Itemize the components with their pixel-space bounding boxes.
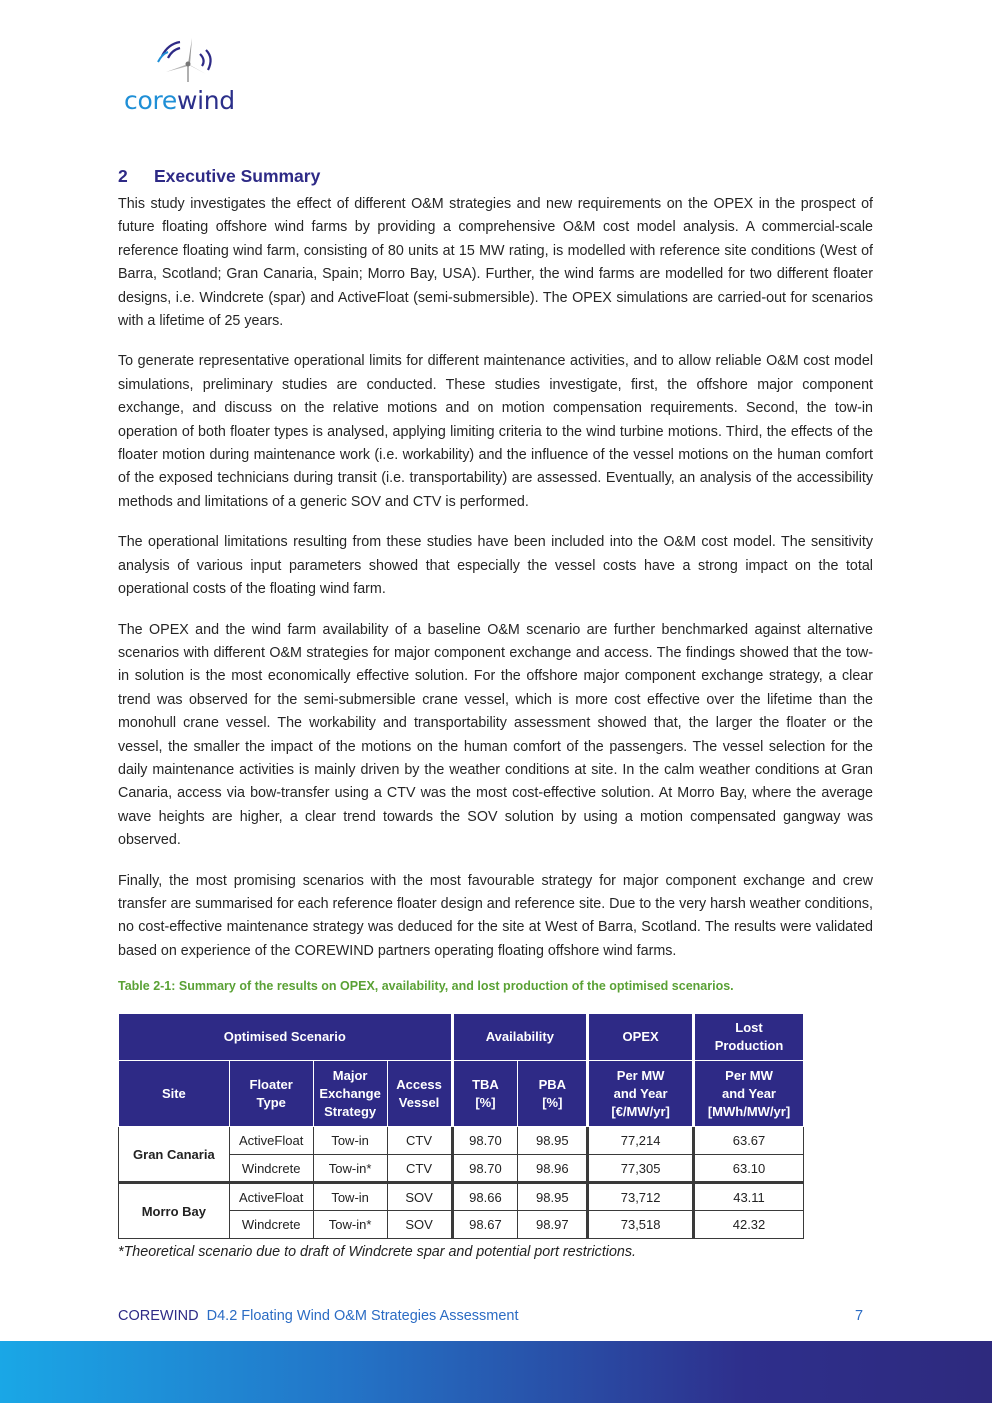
pba-cell: 98.95: [518, 1183, 588, 1211]
table-caption: Table 2-1: Summary of the results on OPEX, availability, and lost production of the optimised scenarios.: [118, 979, 734, 993]
vessel-cell: SOV: [387, 1183, 452, 1211]
paragraph: To generate representative operational limits for different maintenance activities, and to allow reliable O&M cost model simulations, preliminary studies are conducted. These studies investigate, first, the offshore major component exchange, and discuss on the relative motions and on motion compensation requirements. Second, the tow-in operation of both floater types is analysed, applying limiting criteria to the wind turbine motions. Third, the effects of the floater motion during maintenance work (i.e. workability) and the influence of the vessel motions on the human comfort of the exposed technicians during transit (i.e. transportability) are assessed. Eventually, an analysis of the accessibility methods and limitations of a generic SOV and CTV is performed.: [118, 353, 873, 510]
paragraph: This study investigates the effect of different O&M strategies and new requirements on the OPEX in the prospect of future floating offshore wind farms by providing a comprehensive O&M cost model analysis. A commercial-scale reference floating wind farm, consisting of 80 units at 15 MW rating, is modelled with reference site conditions (West of Barra, Scotland; Gran Canaria, Spain; Morro Bay, USA). Further, the wind farms are modelled for two different floater designs, i.e. Windcrete (spar) and ActiveFloat (semi-submersible). The OPEX simulations are carried-out for scenarios with a lifetime of 25 years.: [118, 196, 873, 330]
site-cell: Morro Bay: [119, 1183, 230, 1239]
table-row: [119, 1127, 804, 1155]
vessel-cell: CTV: [387, 1155, 452, 1183]
opex-cell: 77,214: [588, 1127, 694, 1155]
lost-cell: 63.67: [694, 1127, 804, 1155]
footer-bar: [0, 1341, 992, 1403]
tba-cell: 98.67: [452, 1211, 518, 1239]
tba-cell: 98.66: [452, 1183, 518, 1211]
exchange-cell: Tow-in: [313, 1127, 387, 1155]
summary-table: [118, 1013, 804, 1239]
wind-turbine-icon: [122, 34, 252, 94]
lost-cell: 42.32: [694, 1211, 804, 1239]
floater-cell: ActiveFloat: [229, 1183, 313, 1211]
header-pba: PBA [%]: [518, 1061, 588, 1127]
header-lost-production: Lost Production: [694, 1014, 804, 1061]
tba-cell: 98.70: [452, 1127, 518, 1155]
exchange-cell: Tow-in: [313, 1183, 387, 1211]
footer-brand: COREWIND: [118, 1308, 199, 1324]
table-group-header-row: [119, 1014, 804, 1061]
vessel-cell: SOV: [387, 1211, 452, 1239]
exchange-cell: Tow-in*: [313, 1211, 387, 1239]
paragraph: The OPEX and the wind farm availability of a baseline O&M scenario are further benchmarked against alternative scenarios with different O&M strategies for major component exchange and access. The findings showed that the tow-in solution is the most economically effective solution. For the offshore major component exchange strategy, a clear trend was observed for the semi-submersible crane vessel, which is more cost effective over the lifetime than the monohull crane vessel. The workability and transportability assessment showed that, the larger the floater or the vessel, the smaller the impact of the motions on the human comfort of the passengers. The vessel selection for the daily maintenance activities is mainly driven by the weather conditions at site. In the calm weather conditions at Gran Canaria, access via bow-transfer using a CTV was the most cost-effective solution. At Morro Bay, where the average wave heights are higher, a clear trend towards the SOV solution by using a motion compensated gangway was observed.: [118, 621, 873, 849]
lost-cell: 63.10: [694, 1155, 804, 1183]
header-access-vessel: Access Vessel: [387, 1061, 452, 1127]
opex-cell: 73,518: [588, 1211, 694, 1239]
opex-cell: 77,305: [588, 1155, 694, 1183]
header-lost-per-mw: Per MW and Year [MWh/MW/yr]: [694, 1061, 804, 1127]
exchange-cell: Tow-in*: [313, 1155, 387, 1183]
footer-doc-title: [118, 1308, 519, 1324]
header-tba: TBA [%]: [452, 1061, 518, 1127]
body-text: [118, 193, 873, 980]
footer-doc: D4.2 Floating Wind O&M Strategies Assessment: [206, 1308, 519, 1324]
floater-cell: Windcrete: [229, 1155, 313, 1183]
vessel-cell: CTV: [387, 1127, 452, 1155]
section-number: 2: [118, 166, 128, 186]
floater-cell: ActiveFloat: [229, 1127, 313, 1155]
page-number: 7: [855, 1308, 864, 1324]
header-floater-type: Floater Type: [229, 1061, 313, 1127]
pba-cell: 98.95: [518, 1127, 588, 1155]
table-footnote: *Theoretical scenario due to draft of Windcrete spar and potential port restrictions.: [118, 1244, 637, 1260]
site-cell: Gran Canaria: [119, 1127, 230, 1183]
header-site: Site: [119, 1061, 230, 1127]
paragraph: Finally, the most promising scenarios with the most favourable strategy for major component exchange and crew transfer are summarised for each reference floater design and reference site. Due to the very harsh weather conditions, no cost-effective maintenance strategy was deduced for the site at West of Barra, Scotland. The results were validated based on experience of the COREWIND partners operating floating offshore wind farms.: [118, 872, 873, 959]
section-heading: [118, 166, 320, 187]
pba-cell: 98.97: [518, 1211, 588, 1239]
header-major-exchange-strategy: Major Exchange Strategy: [313, 1061, 387, 1127]
header-opex: OPEX: [588, 1014, 694, 1061]
logo-text: corewind: [124, 86, 235, 115]
section-title: Executive Summary: [154, 166, 321, 186]
header-availability: Availability: [452, 1014, 588, 1061]
table-row: [119, 1183, 804, 1211]
floater-cell: Windcrete: [229, 1211, 313, 1239]
header-optimised-scenario: Optimised Scenario: [119, 1014, 453, 1061]
corewind-logo: [122, 34, 252, 116]
tba-cell: 98.70: [452, 1155, 518, 1183]
opex-cell: 73,712: [588, 1183, 694, 1211]
header-opex-per-mw: Per MW and Year [€/MW/yr]: [588, 1061, 694, 1127]
paragraph: The operational limitations resulting from these studies have been included into the O&M cost model. The sensitivity analysis of various input parameters showed that especially the vessel costs have a strong impact on the total operational costs of the floating wind farm.: [118, 534, 873, 598]
pba-cell: 98.96: [518, 1155, 588, 1183]
table-column-header-row: [119, 1061, 804, 1127]
lost-cell: 43.11: [694, 1183, 804, 1211]
